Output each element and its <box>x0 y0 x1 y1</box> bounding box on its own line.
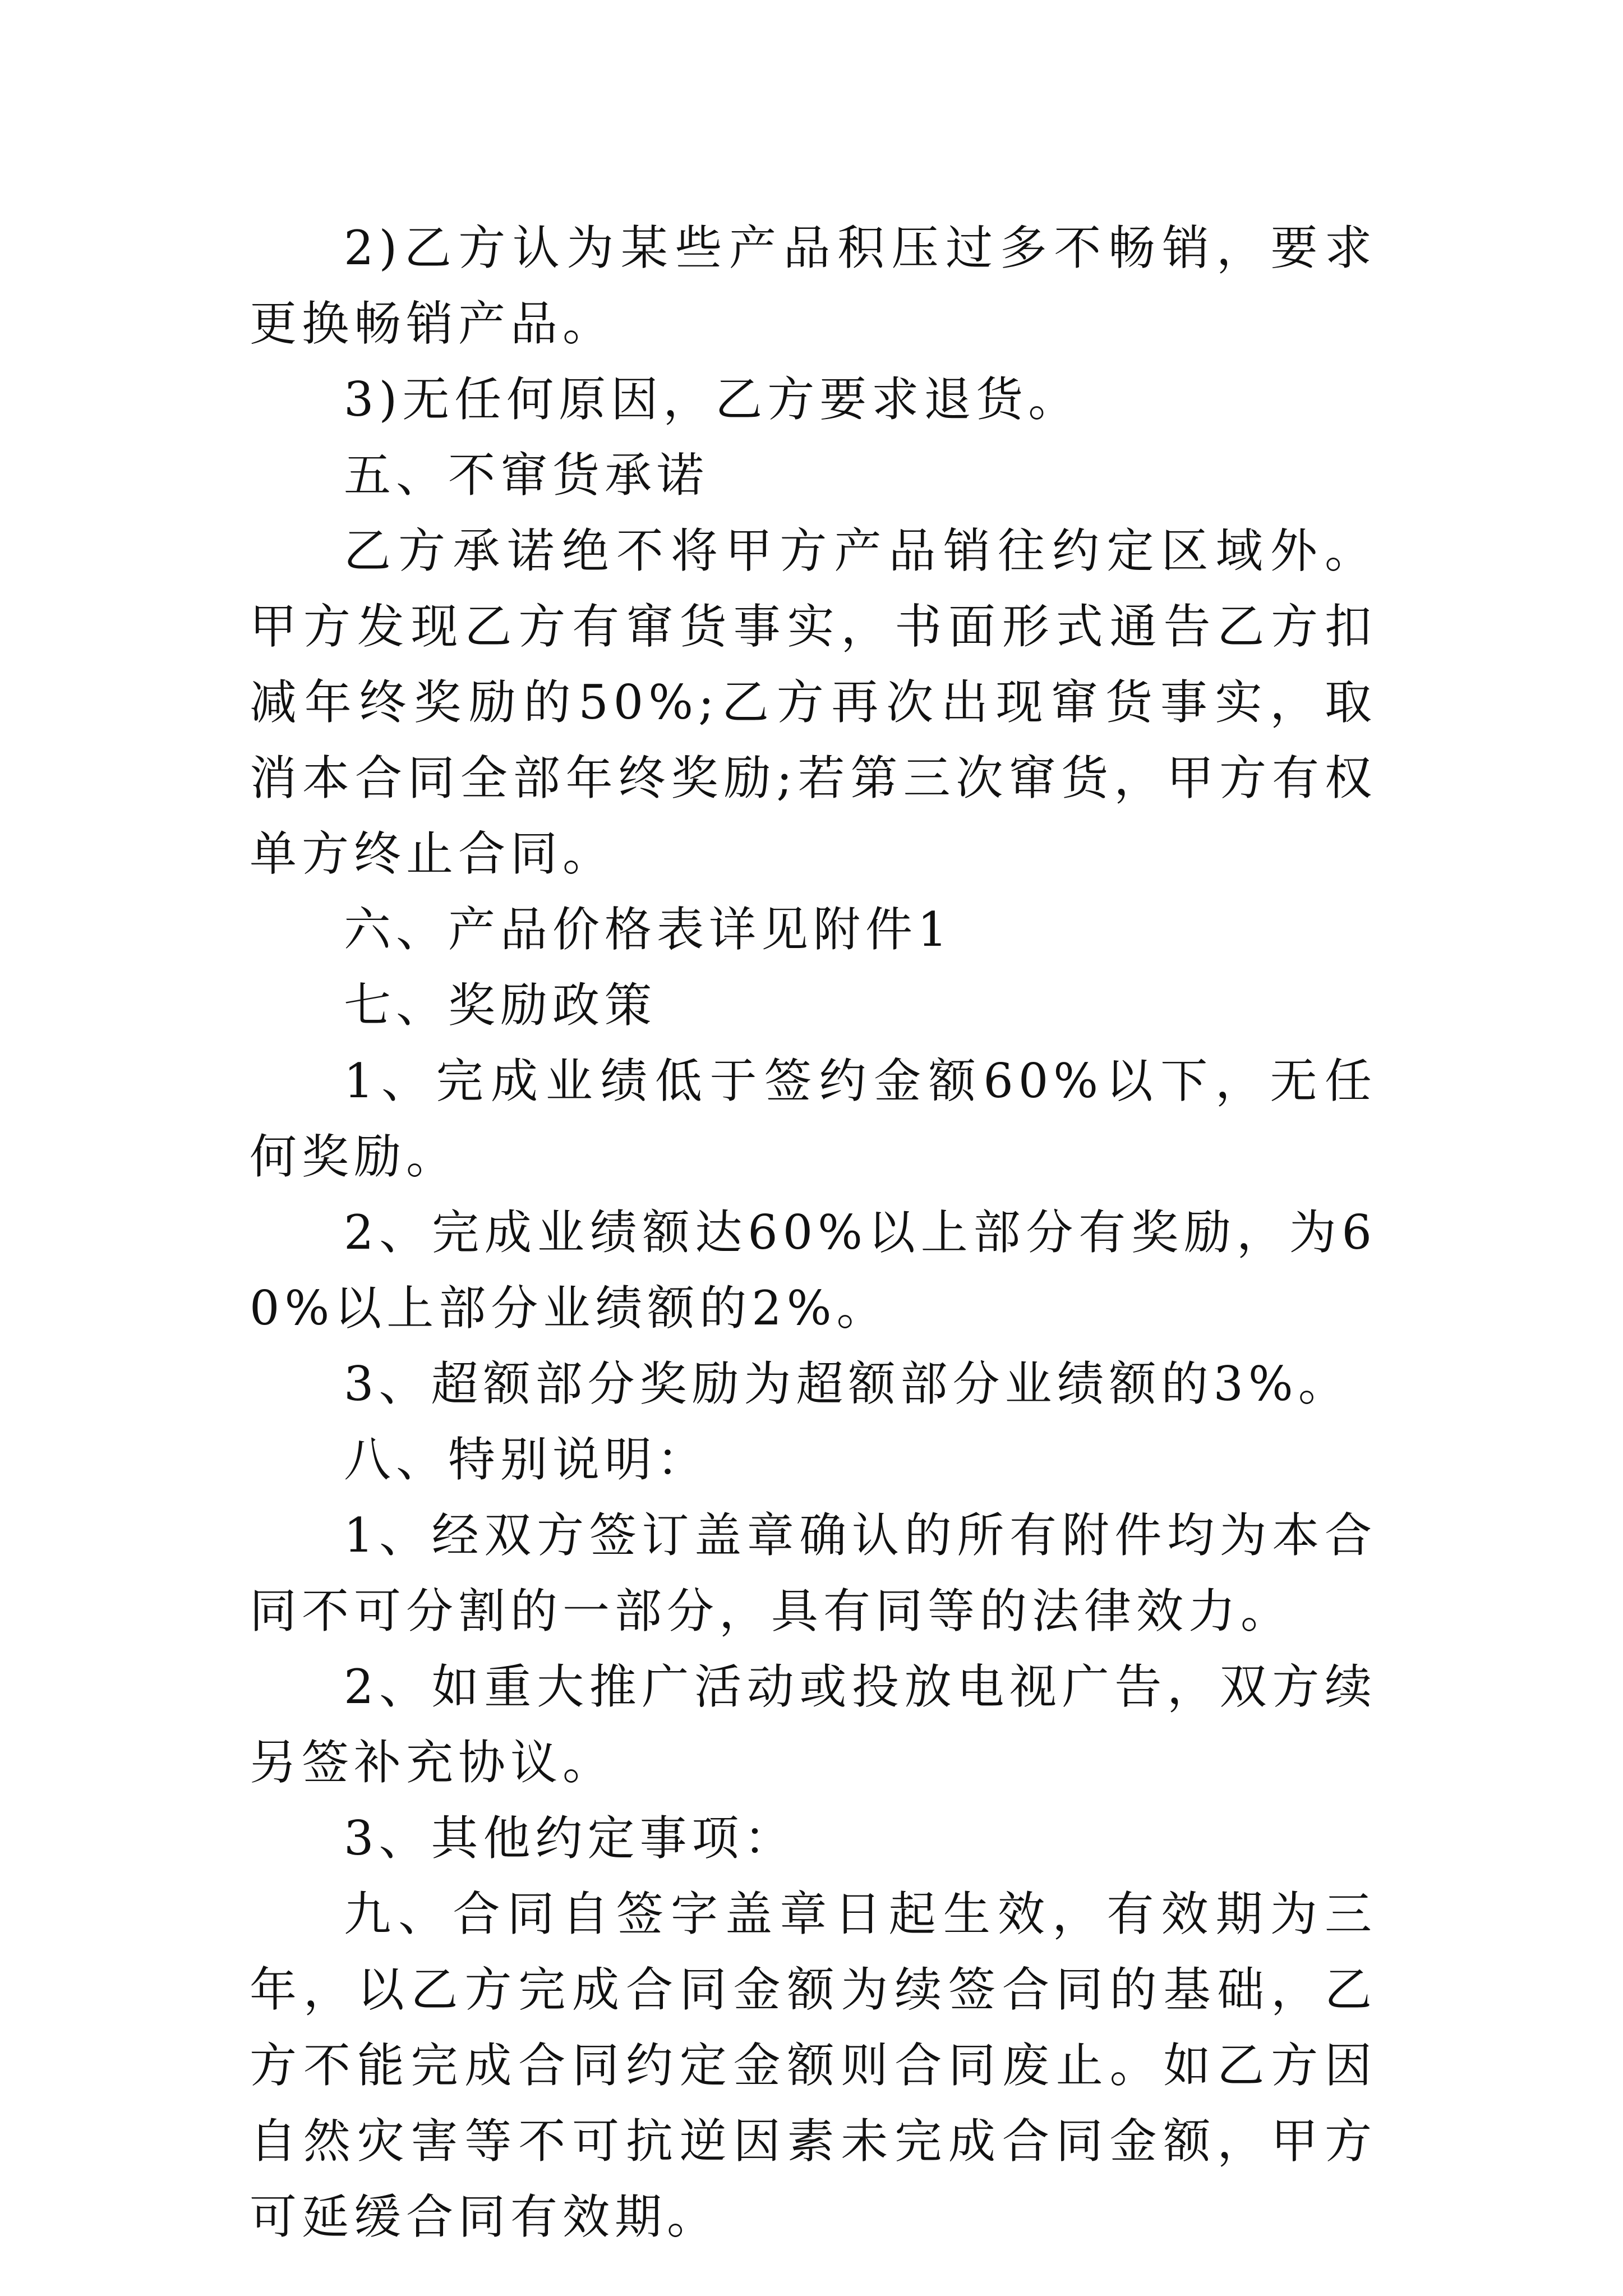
paragraph-return-reason-2: 2)乙方认为某些产品积压过多不畅销，要求更换畅销产品。 <box>250 220 1377 351</box>
paragraph-special-2: 2、如重大推广活动或投放电视广告，双方续另签补充协议。 <box>250 1659 1377 1790</box>
paragraph-reward-1: 1、完成业绩低于签约金额60%以下，无任何奖励。 <box>250 1053 1377 1184</box>
section-heading-6: 六、产品价格表详见附件1 <box>344 902 953 957</box>
paragraph-special-3: 3、其他约定事项： <box>344 1811 796 1866</box>
paragraph-return-reason-3: 3)无任何原因，乙方要求退货。 <box>344 372 1081 427</box>
paragraph-reward-3: 3、超额部分奖励为超额部分业绩额的3%。 <box>344 1356 1350 1411</box>
document-body <box>250 210 1377 2255</box>
section-heading-8: 八、特别说明： <box>344 1432 709 1487</box>
paragraph-no-cross-selling: 乙方承诺绝不将甲方产品销往约定区域外。甲方发现乙方有窜货事实，书面形式通告乙方扣减年终奖励的50%;乙方再次出现窜货事实，取消本合同全部年终奖励;若第三次窜货，甲方有权单方终止合同。 <box>250 523 1377 881</box>
paragraph-special-1: 1、经双方签订盖章确认的所有附件均为本合同不可分割的一部分，具有同等的法律效力。 <box>250 1508 1377 1639</box>
paragraph-validity: 九、合同自签字盖章日起生效，有效期为三年，以乙方完成合同金额为续签合同的基础，乙方不能完成合同约定金额则合同废止。如乙方因自然灾害等不可抗逆因素未完成合同金额，甲方可延缓合同有效期。 <box>250 1887 1377 2244</box>
section-heading-5: 五、不窜货承诺 <box>344 448 709 503</box>
section-heading-7: 七、奖励政策 <box>344 978 657 1033</box>
paragraph-reward-2: 2、完成业绩额达60%以上部分有奖励，为60%以上部分业绩额的2%。 <box>250 1205 1377 1336</box>
